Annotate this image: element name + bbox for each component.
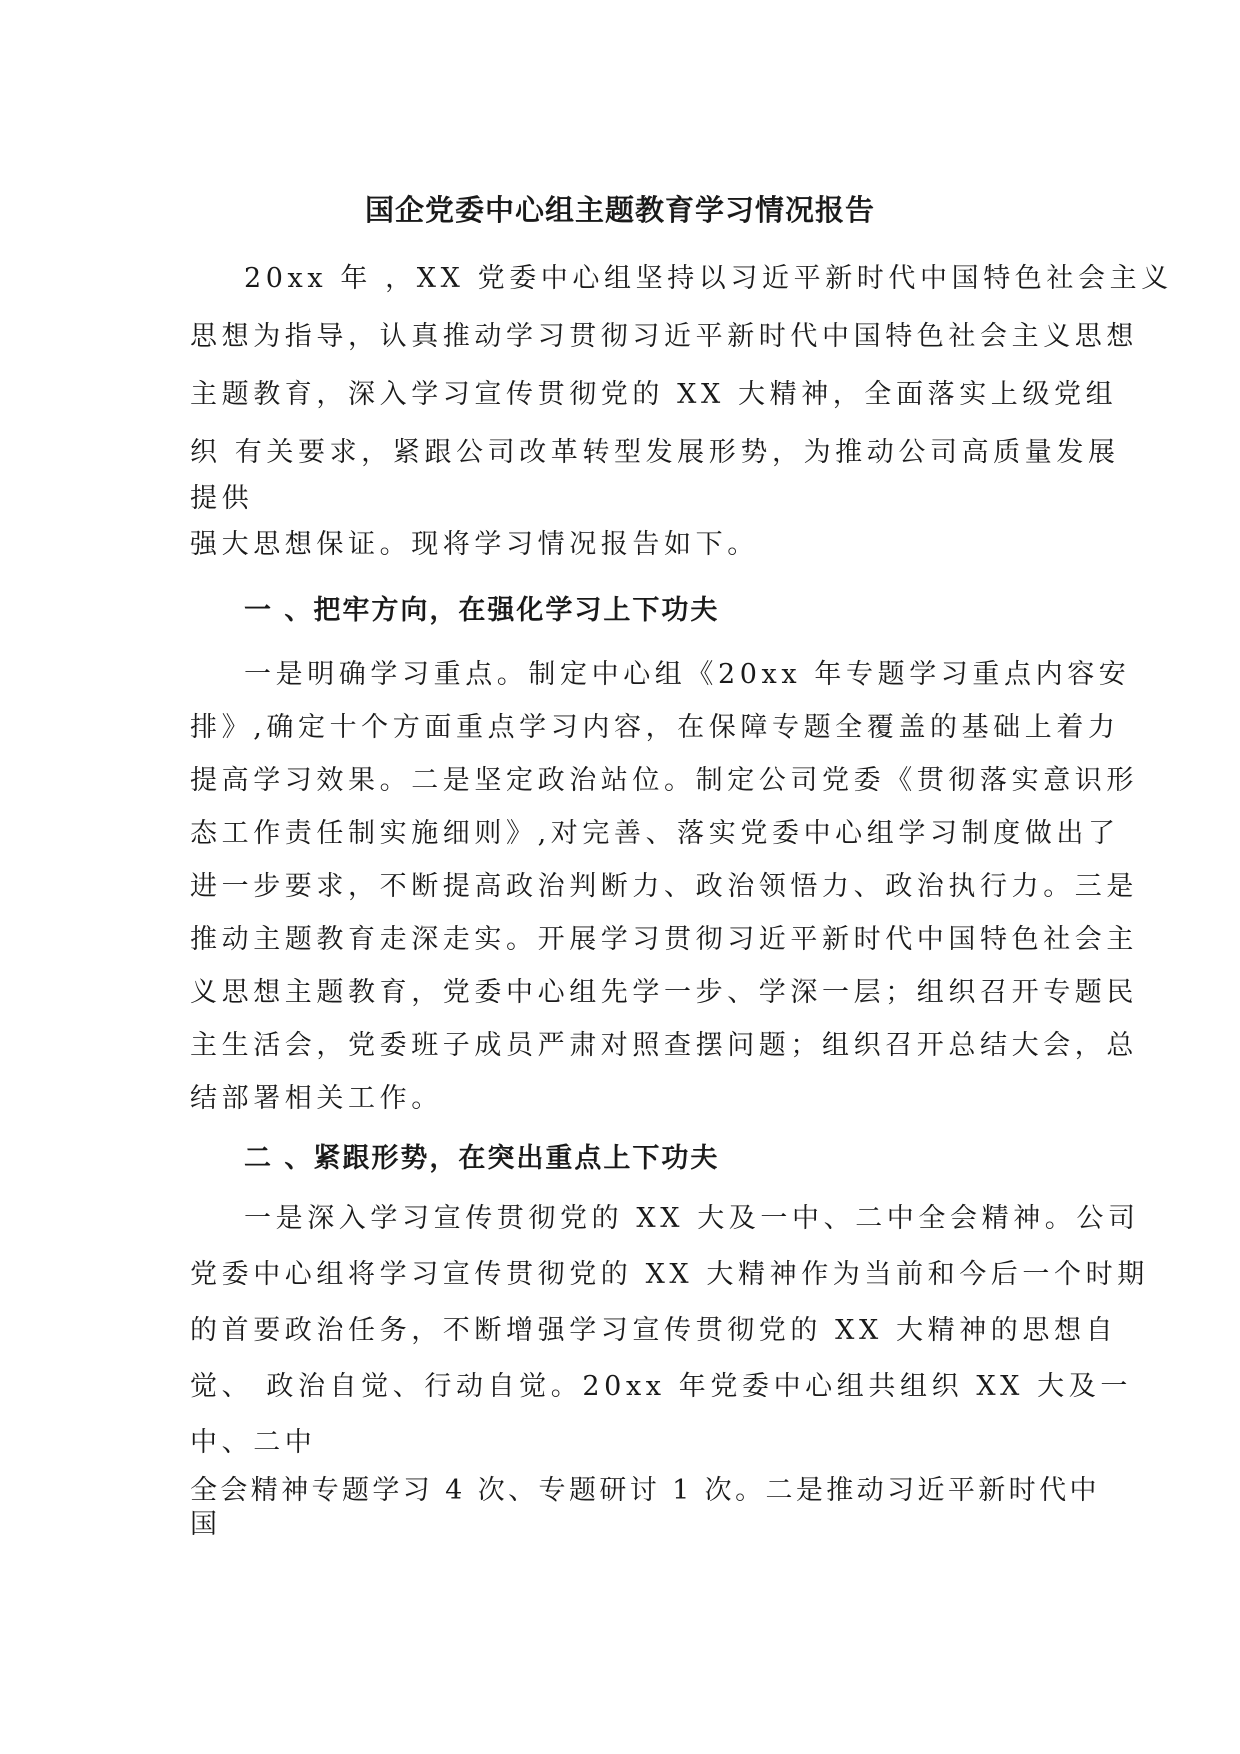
document-body (190, 262, 1173, 1542)
intro-line: 织 有关要求，紧跟公司改革转型发展形势，为推动公司高质量发展 (190, 437, 1120, 468)
section1-line: 主生活会，党委班子成员严肃对照查摆问题；组织召开总结大会，总 (190, 1030, 1138, 1061)
section2-line: 的首要政治任务，不断增强学习宣传贯彻党的 XX 大精神的思想自 (190, 1315, 1118, 1346)
section-heading-2: 二 、紧跟形势，在突出重点上下功夫 (244, 1143, 720, 1174)
section-heading-1: 一 、把牢方向，在强化学习上下功夫 (244, 595, 720, 626)
section1-line: 进一步要求，不断提高政治判断力、政治领悟力、政治执行力。三是 (190, 871, 1138, 902)
intro-line: 思想为指导，认真推动学习贯彻习近平新时代中国特色社会主义思想 (190, 321, 1138, 352)
section1-line: 提高学习效果。二是坚定政治站位。制定公司党委《贯彻落实意识形 (190, 765, 1138, 796)
document-title: 国企党委中心组主题教育学习情况报告 (364, 193, 875, 227)
section1-line: 推动主题教育走深走实。开展学习贯彻习近平新时代中国特色社会主 (190, 924, 1138, 955)
intro-line: 提供 (190, 483, 254, 514)
section1-line: 态工作责任制实施细则》,对完善、落实党委中心组学习制度做出了 (190, 818, 1120, 849)
section1-line: 一是明确学习重点。制定中心组《20xx 年专题学习重点内容安 (244, 659, 1131, 690)
section1-line: 排》,确定十个方面重点学习内容，在保障专题全覆盖的基础上着力 (190, 712, 1120, 743)
intro-line: 强大思想保证。现将学习情况报告如下。 (190, 529, 759, 560)
section2-line: 党委中心组将学习宣传贯彻党的 XX 大精神作为当前和今后一个时期 (190, 1259, 1149, 1290)
section2-line: 一是深入学习宣传贯彻党的 XX 大及一中、二中全会精神。公司 (244, 1203, 1140, 1234)
section2-line: 全会精神专题学习 4 次、专题研讨 1 次。二是推动习近平新时代中 (190, 1475, 1100, 1506)
section2-line: 觉、 政治自觉、行动自觉。20xx 年党委中心组共组织 XX 大及一 (190, 1371, 1132, 1402)
section1-line: 义思想主题教育，党委中心组先学一步、学深一层；组织召开专题民 (190, 977, 1138, 1008)
intro-line: 主题教育，深入学习宣传贯彻党的 XX 大精神，全面落实上级党组 (190, 379, 1118, 410)
intro-line: 20xx 年 ，XX 党委中心组坚持以习近平新时代中国特色社会主义 (244, 263, 1173, 294)
section2-line: 中、二中 (190, 1427, 317, 1458)
section1-line: 结部署相关工作。 (190, 1083, 443, 1114)
section2-line: 国 (190, 1509, 222, 1540)
